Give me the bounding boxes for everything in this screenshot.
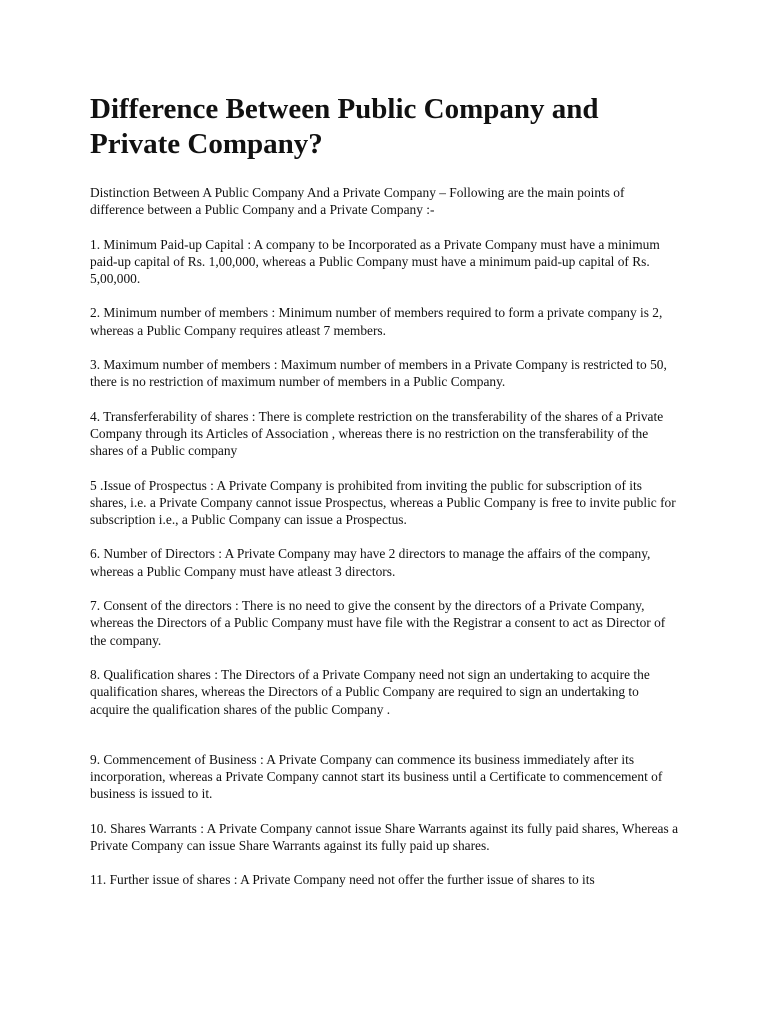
point-issue-of-prospectus: 5 .Issue of Prospectus : A Private Company is prohibited from inviting the public for subscription of its shares, i.e. a Private Company cannot issue Prospectus, whereas a Public Company is free to invite public for subscription i.e., a Public Company can issue a Prospectus.	[90, 477, 676, 528]
intro-paragraph: Distinction Between A Public Company And a Private Company – Following are the main points of difference between a Public Company and a Private Company :-	[90, 185, 625, 218]
point-maximum-members: 3. Maximum number of members : Maximum number of members in a Private Company is restricted to 50, there is no restriction of maximum number of members in a Public Company.	[90, 357, 667, 390]
point-transferability-of-shares: 4. Transferferability of shares : There is complete restriction on the transferability of the shares of a Private Company through its Articles of Association , whereas there is no restriction on the transferability of the shares of a Public company	[90, 408, 664, 459]
point-consent-of-directors: 7. Consent of the directors : There is no need to give the consent by the directors of a Private Company, whereas the Directors of a Public Company must have file with the Registrar a consent to act as Director of the company.	[90, 598, 666, 648]
point-share-warrants: 10. Shares Warrants : A Private Company cannot issue Share Warrants against its fully paid shares, Whereas a Private Company can issue Share Warrants against its fully paid up shares.	[90, 820, 679, 854]
point-number-of-directors: 6. Number of Directors : A Private Company may have 2 directors to manage the affairs of the company, whereas a Public Company must have atleast 3 directors.	[90, 546, 651, 579]
point-qualification-shares: 8. Qualification shares : The Directors of a Private Company need not sign an undertaking to acquire the qualification shares, whereas the Directors of a Public Company are required to sign an undertaking to acquire the qualification shares of the public Company .	[90, 666, 650, 717]
point-commencement-of-business: 9. Commencement of Business : A Private Company can commence its business immediately after its incorporation, whereas a Private Company cannot start its business until a Certificate to commencement of business is issued to it.	[90, 751, 663, 802]
point-further-issue-of-shares: 11. Further issue of shares : A Private Company need not offer the further issue of shares to its	[90, 872, 595, 888]
point-minimum-paid-up-capital: 1. Minimum Paid-up Capital : A company to be Incorporated as a Private Company must have a minimum paid-up capital of Rs. 1,00,000, whereas a Public Company must have a minimum paid-up capital of Rs. 5,00,000.	[90, 236, 660, 287]
page-title: Difference Between Public Company and Private Company?	[90, 93, 599, 160]
point-minimum-members: 2. Minimum number of members : Minimum number of members required to form a private company is 2, whereas a Public Company requires atleast 7 members.	[90, 305, 663, 338]
